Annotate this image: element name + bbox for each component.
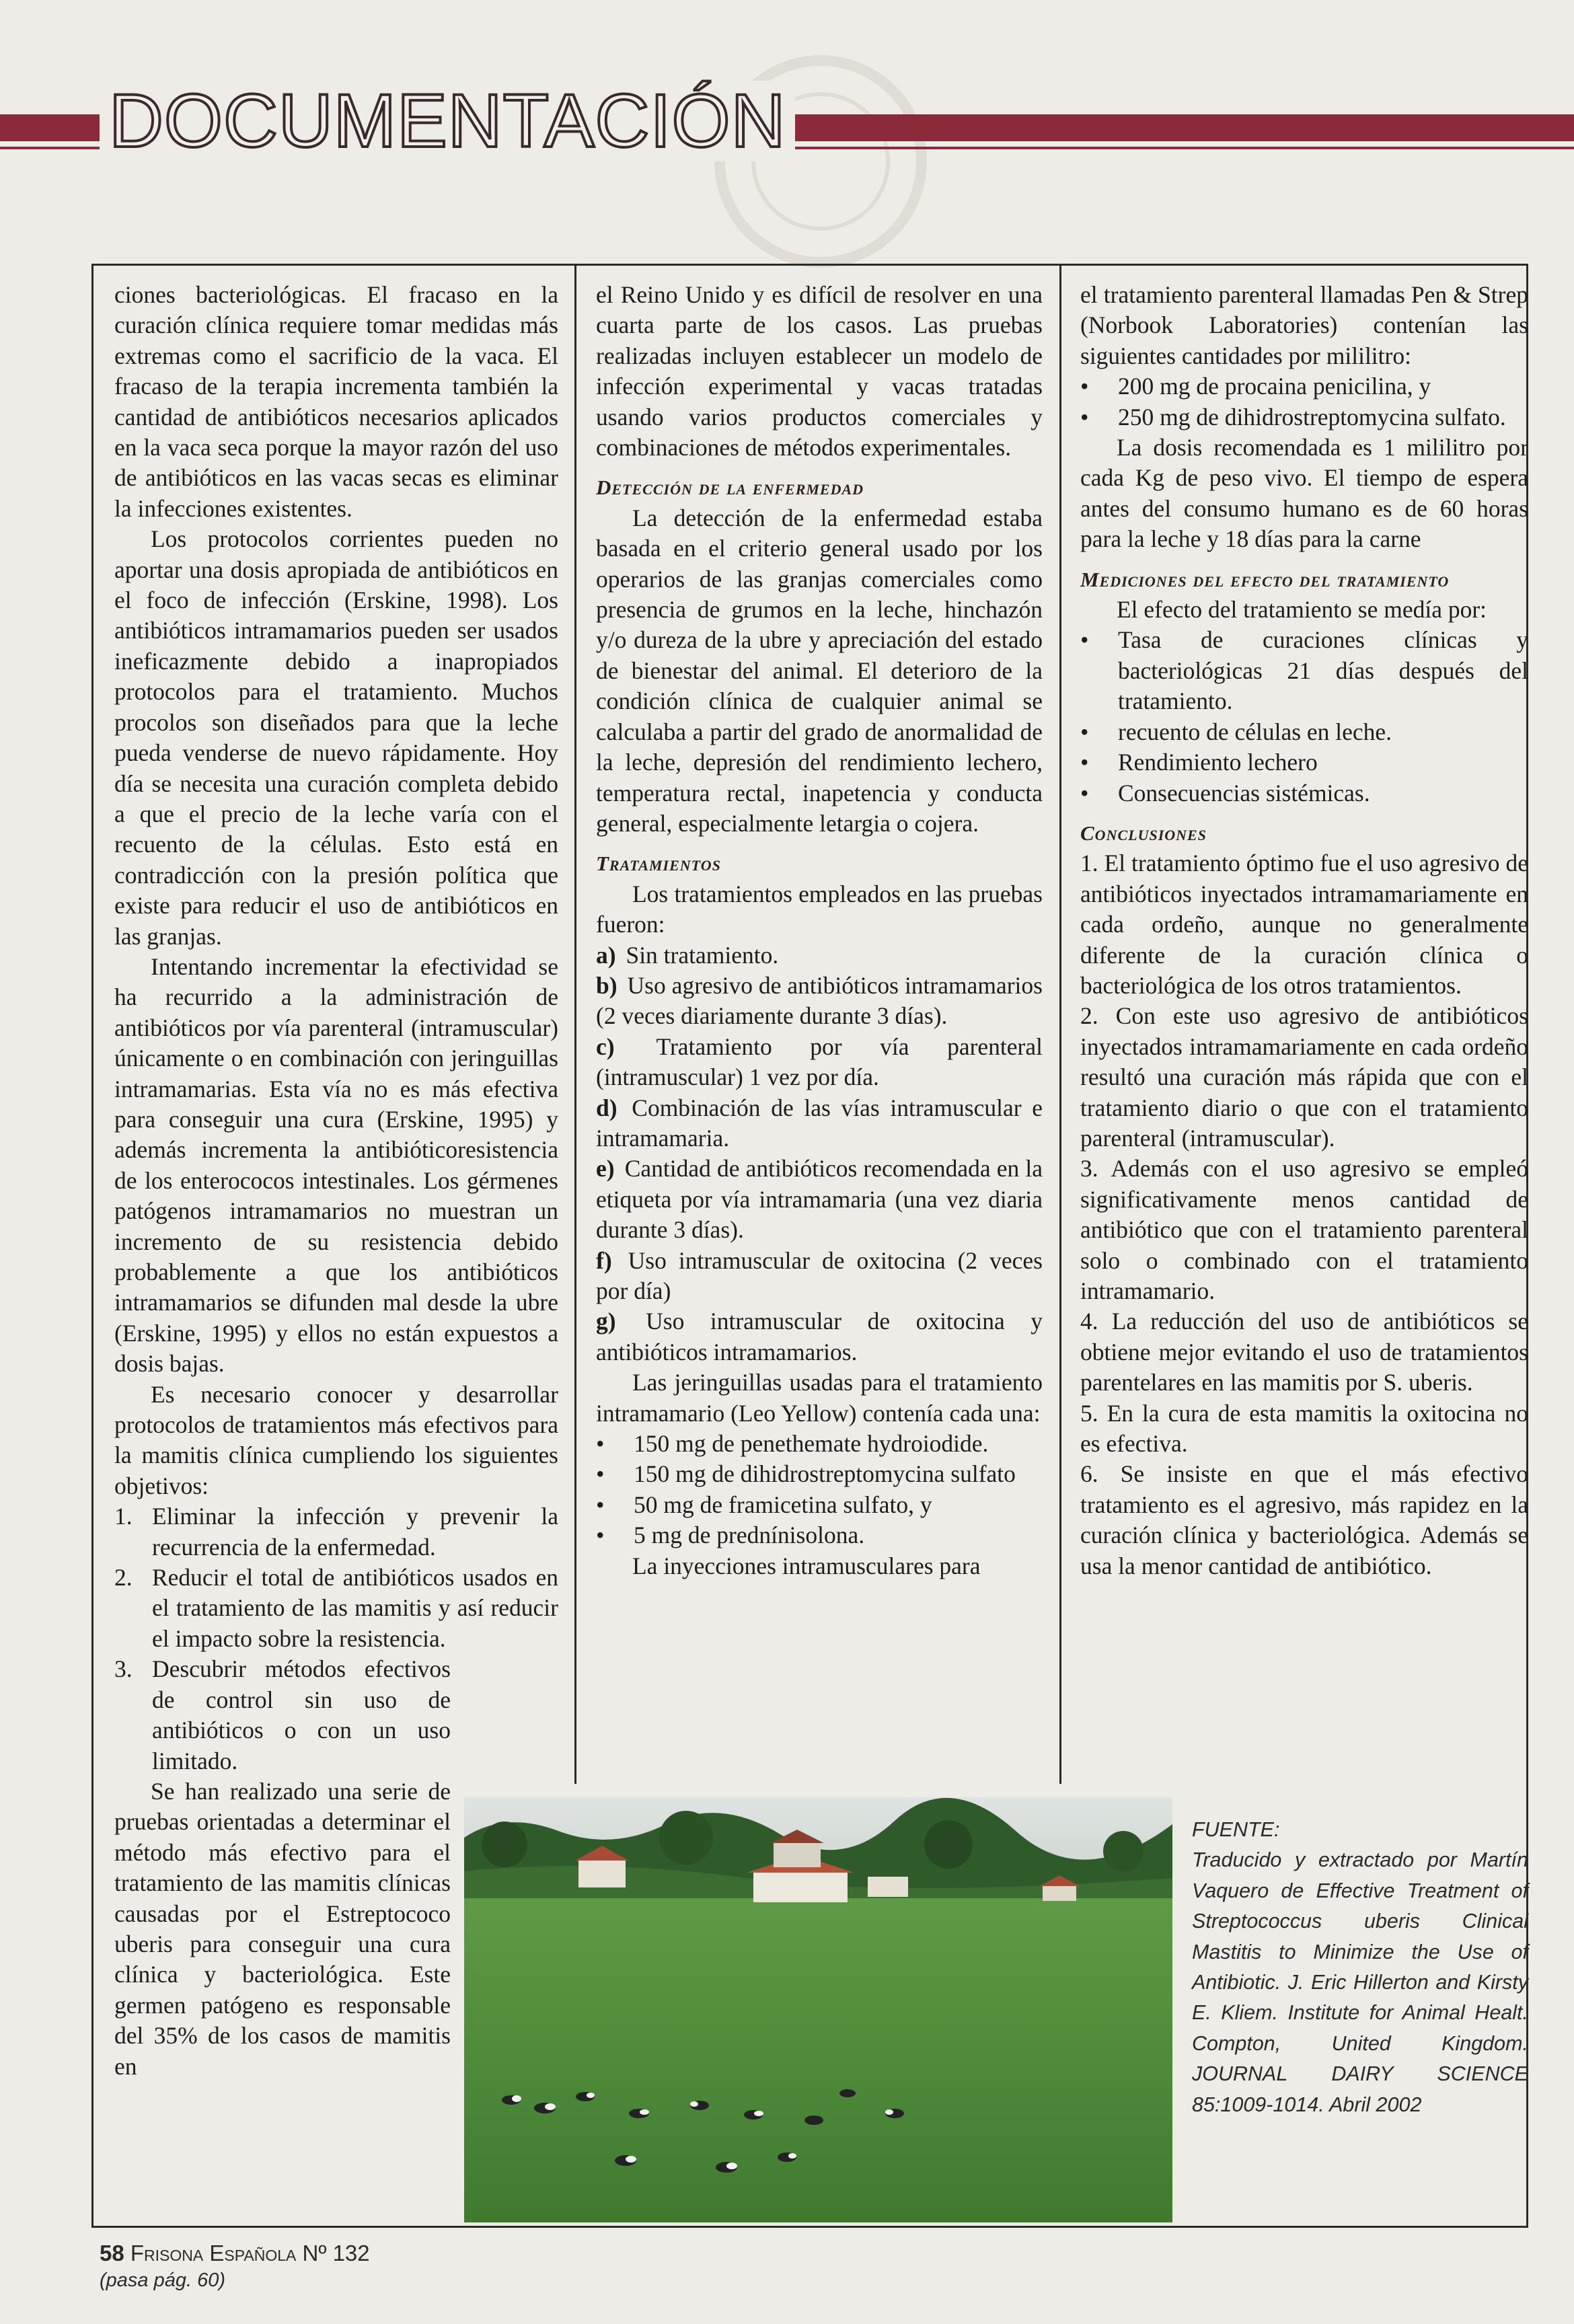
list-item: • 250 mg de dihidrostreptomycina sulfato. bbox=[1080, 403, 1506, 430]
column-rule-right bbox=[1059, 264, 1061, 1784]
paragraph: Los protocolos corrientes pueden no aportar una dosis apropiada de antibióticos en el foco de infección (Erskine, 1998). Los antibióticos intramamarios pueden ser usados ineficazmente debido a inapropiados protocolos para el tratamiento. Muchos procolos son diseñados para que la leche pueda venderse de nuevo rápidamente. Hoy día se necesita una curación completa debido a que el precio de la leche varía con el recuento de la células. Esto está en contradicción con la presión política que existe para reducir el uso de antibióticos en las granjas. bbox=[114, 525, 558, 950]
conclusion-item: 3. Además con el uso agresivo se empleó significativamente menos cantidad de antibiótico que con el tratamiento parenteral solo o combinado con el tratamiento intramamario. bbox=[1080, 1155, 1528, 1304]
objectives-list bbox=[114, 1501, 558, 1654]
paragraph: el tratamiento parenteral llamadas Pen & Strep (Norbook Laboratories) contenían las siguientes cantidades por mililitro: bbox=[1080, 281, 1528, 369]
list-item: 3. Descubrir métodos efectivos de control sin uso de antibióticos o con un uso limitado. bbox=[114, 1655, 451, 1774]
paragraph: Se han realizado una serie de pruebas orientadas a determinar el método más efectivo para el tratamiento de las mamitis clínicas causadas por el Estreptococo uberis para conseguir una cura clínica y bacteriológica. Este germen patógeno es responsable del 35% de los casos de mamitis en bbox=[114, 1777, 451, 2080]
paragraph: La detección de la enfermedad estaba basada en el criterio general usado por los operarios de las granjas comerciales como presencia de grumos en la leche, hinchazón y/o dureza de la ubre y apreciación del estado de bienestar del animal. El deterioro de la condición clínica de cualquier animal se calculaba a partir del grado de anormalidad de la leche, depresión del rendimiento lechero, temperatura rectal, inapetencia y conducta general, especialmente letargia o cojera. bbox=[596, 504, 1043, 837]
list-item: b) Uso agresivo de antibióticos intramamarios (2 veces diariamente durante 3 días). bbox=[596, 971, 1043, 1030]
list-item: g) Uso intramuscular de oxitocina y antibióticos intramamarios. bbox=[596, 1308, 1043, 1365]
source-text: Traducido y extractado por Martín Vaquero de Effective Treatment of Streptococcus uberis Clinical Mastitis to Minimize the Use of Antibiotic. J. Eric Hillerton and Kirsty E. Kliem. Institute for Animal Healt. Compton, United Kingdom. JOURNAL DAIRY SCIENCE 85:1009-1014. Abril 2002 bbox=[1192, 1848, 1528, 2116]
list-item: • 150 mg de dihidrostreptomycina sulfato bbox=[596, 1460, 1016, 1488]
paragraph: Intentando incrementar la efectividad se ha recurrido a la administración de antibióticos por vía parenteral (intramuscular) únicamente o en combinación con jeringuillas intramamarias. Esta vía no es más efectiva para conseguir una cura (Erskine, 1995) y además incrementa la antibióticoresistencia de los enterococos intestinales. Los gérmenes patógenos intramamarios no muestran un incremento de su resistencia debido probablemente a que los antibióticos intramamarios se difunden mal desde la ubre (Erskine, 1995) y ellos no están expuestos a dosis bajas. bbox=[114, 952, 558, 1378]
list-item: 2. Reducir el total de antibióticos usados en el tratamiento de las mamitis y así reducir el impacto sobre la resistencia. bbox=[114, 1564, 558, 1652]
column-rule-left bbox=[574, 264, 576, 1784]
list-item: d) Combinación de las vías intramuscular e intramamaria. bbox=[596, 1094, 1043, 1152]
syringe-contents-list bbox=[596, 1429, 1043, 1551]
list-item: 1. Eliminar la infección y prevenir la recurrencia de la enfermedad. bbox=[114, 1503, 558, 1561]
continued-note: (pasa pág. 60) bbox=[100, 2270, 226, 2291]
list-item: e) Cantidad de antibióticos recomendada en la etiqueta por vía intramamaria (una vez diaria durante 3 días). bbox=[596, 1155, 1043, 1244]
measures-list bbox=[1080, 625, 1528, 808]
conclusion-item: 4. La reducción del uso de antibióticos se obtiene mejor evitando el uso de tratamientos parentelares en las mamitis por S. uberis. bbox=[1080, 1308, 1528, 1396]
list-item: f) Uso intramuscular de oxitocina (2 veces por día) bbox=[596, 1246, 1043, 1304]
list-item: • recuento de células en leche. bbox=[1080, 718, 1392, 745]
list-item: • 200 mg de procaina penicilina, y bbox=[1080, 373, 1431, 400]
list-item: c) Tratamiento por vía parenteral (intramuscular) 1 vez por día. bbox=[596, 1033, 1043, 1091]
conclusion-item: 2. Con este uso agresivo de antibióticos inyectados intramamariamente en cada ordeño resultó una curación más rápida que con el tratamiento diario o que con el tratamiento parenteral (intramuscular). bbox=[1080, 1002, 1528, 1152]
conclusion-item: 6. Se insiste en que el más efectivo tratamiento es el agresivo, más rapidez en la curación clínica y bacteriológica. Además se usa la menor cantidad de antibiótico. bbox=[1080, 1460, 1528, 1579]
paragraph: El efecto del tratamiento se medía por: bbox=[1117, 596, 1487, 624]
list-item: • Rendimiento lechero bbox=[1080, 749, 1318, 776]
paragraph: Las jeringuillas usadas para el tratamiento intramamario (Leo Yellow) contenía cada una: bbox=[596, 1369, 1043, 1427]
pasture-photo bbox=[464, 1797, 1172, 2222]
section-title: DOCUMENTACIÓN bbox=[100, 81, 795, 161]
list-item: • Tasa de curaciones clínicas y bacteriológicas 21 días después del tratamiento. bbox=[1080, 626, 1528, 715]
objectives-list-continued bbox=[114, 1654, 451, 1776]
paragraph: Es necesario conocer y desarrollar protocolos de tratamientos más efectivos para la mamitis clínica cumpliendo los siguientes objetivos: bbox=[114, 1380, 558, 1499]
subheading: Detección de la enfermedad bbox=[596, 476, 864, 500]
list-item: • Consecuencias sistémicas. bbox=[1080, 779, 1370, 807]
source-credit bbox=[1192, 1815, 1528, 2120]
list-item: • 150 mg de penethemate hydroiodide. bbox=[596, 1430, 989, 1458]
injection-contents-list bbox=[1080, 371, 1528, 433]
paragraph: ciones bacteriológicas. El fracaso en la curación clínica requiere tomar medidas más extremas como el sacrificio de la vaca. El fracaso de la terapia incrementa también la cantidad de antibióticos necesarios aplicados en la vaca seca porque la mayor razón del uso de antibióticos en las vacas secas es eliminar la infecciones existentes. bbox=[114, 281, 558, 522]
page-number: 58 bbox=[100, 2241, 124, 2265]
paragraph: Los tratamientos empleados en las pruebas fueron: bbox=[596, 880, 1043, 938]
treatments-list bbox=[596, 940, 1043, 1368]
conclusion-item: 1. El tratamiento óptimo fue el uso agresivo de antibióticos inyectados intramamariamente en cada ordeño, aunque no generalmente diferente de la curación clínica o bacteriológica de los otros tratamientos. bbox=[1080, 850, 1528, 999]
list-item: • 5 mg de prednínisolona. bbox=[596, 1522, 865, 1549]
list-item: a) Sin tratamiento. bbox=[596, 941, 779, 969]
paragraph: La dosis recomendada es 1 mililitro por cada Kg de peso vivo. El tiempo de espera antes del consumo humano es de 60 horas para la leche y 18 días para la carne bbox=[1080, 434, 1528, 553]
article-column-3 bbox=[1080, 280, 1528, 1581]
paragraph: el Reino Unido y es difícil de resolver en una cuarta parte de los casos. Las pruebas realizadas incluyen establecer un modelo de infección experimental y vacas tratadas usando varios productos comerciales y combinaciones de métodos experimentales. bbox=[596, 281, 1043, 461]
list-item: • 50 mg de framicetina sulfato, y bbox=[596, 1491, 932, 1518]
subheading: Tratamientos bbox=[596, 852, 721, 876]
source-label: FUENTE: bbox=[1192, 1818, 1280, 1841]
conclusion-item: 5. En la cura de esta mamitis la oxitocina no es efectiva. bbox=[1080, 1399, 1528, 1458]
paragraph: La inyecciones intramusculares para bbox=[632, 1552, 981, 1579]
article-column-2 bbox=[596, 280, 1043, 1581]
page-footer bbox=[100, 2240, 370, 2294]
subheading: Mediciones del efecto del tratamiento bbox=[1080, 567, 1450, 591]
publication-name: Frisona Española Nº 132 bbox=[130, 2241, 370, 2265]
subheading: Conclusiones bbox=[1080, 821, 1207, 845]
